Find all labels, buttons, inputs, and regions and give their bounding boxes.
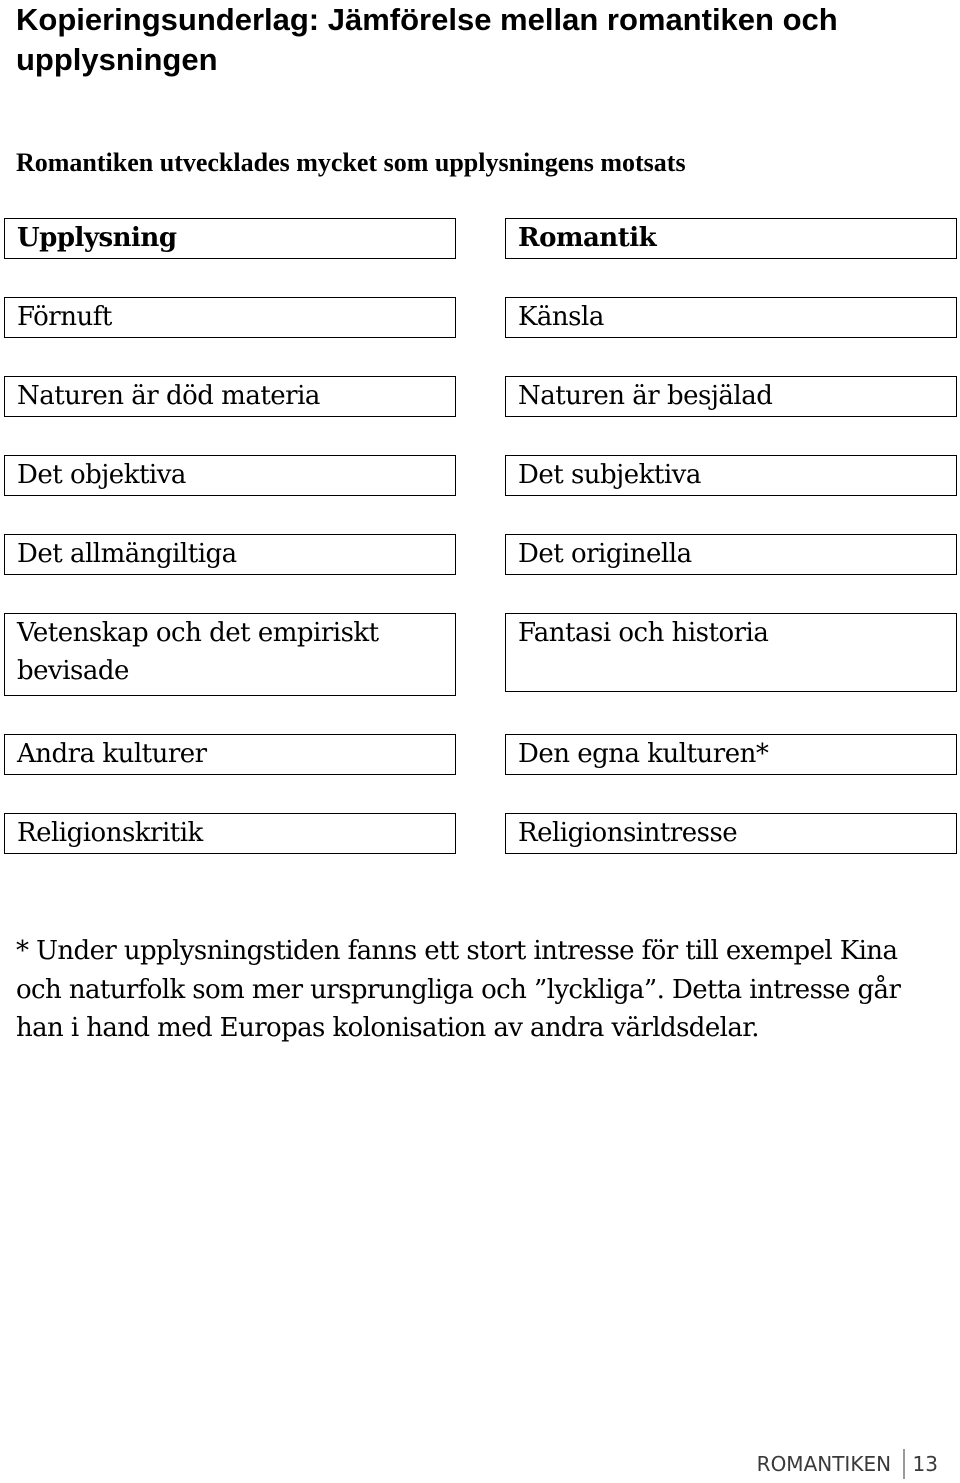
right-cell: Fantasi och historia (505, 613, 957, 692)
left-cell: Andra kulturer (4, 734, 456, 775)
left-cell: Det allmängiltiga (4, 534, 456, 575)
right-cell: Det subjektiva (505, 455, 957, 496)
footer-divider (903, 1449, 905, 1479)
footnote: * Under upplysningstiden fanns ett stort intresse för till exempel Kina och naturfolk som mer ursprungliga och ”lyckliga”. Detta intresse går han i hand med Europas kolonisation av andra världsdelar. (16, 936, 901, 1043)
left-cell: Det objektiva (4, 455, 456, 496)
page-title: Kopieringsunderlag: Jämförelse mellan romantiken och upplysningen (16, 2, 838, 77)
page-number: 13 (912, 1452, 938, 1476)
right-cell: Känsla (505, 297, 957, 338)
right-column-header: Romantik (505, 218, 957, 259)
page-footer (757, 1449, 938, 1479)
footer-section-name: ROMANTIKEN (756, 1452, 892, 1476)
left-cell: Naturen är död materia (4, 376, 456, 417)
right-cell: Religionsintresse (505, 813, 957, 854)
left-column-header: Upplysning (4, 218, 456, 259)
left-cell: Vetenskap och det empiriskt bevisade (4, 613, 456, 696)
left-cell: Förnuft (4, 297, 456, 338)
right-cell: Naturen är besjälad (505, 376, 957, 417)
page-subtitle: Romantiken utvecklades mycket som upplysningens motsats (16, 148, 686, 177)
right-cell: Den egna kulturen* (505, 734, 957, 775)
right-cell: Det originella (505, 534, 957, 575)
left-cell: Religionskritik (4, 813, 456, 854)
